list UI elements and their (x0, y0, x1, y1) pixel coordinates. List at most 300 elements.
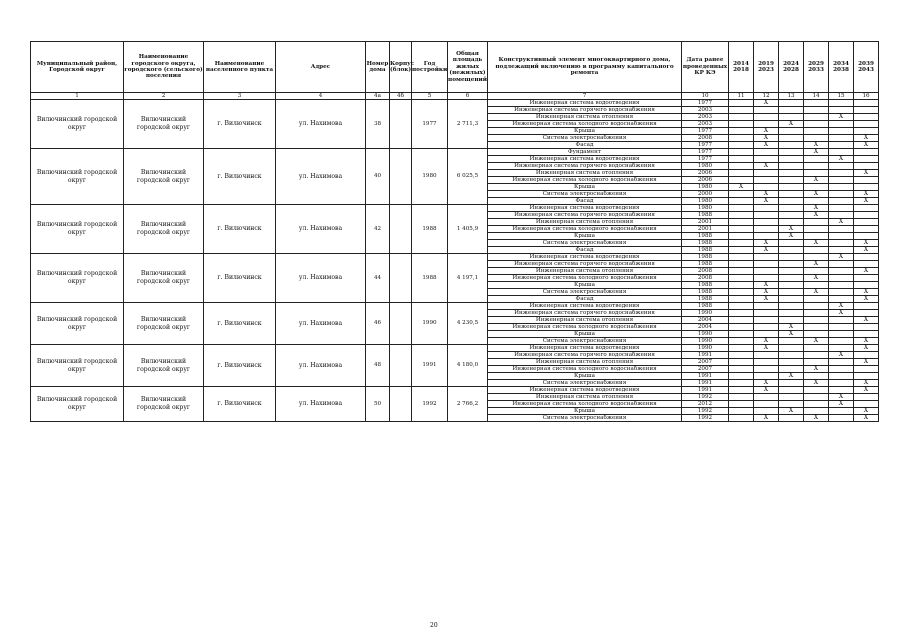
header-structural-element: Конструктивный элемент многоквартирного дома, подлежащий включению в программу капитального ремонта (488, 42, 682, 93)
period-mark-cell (829, 415, 854, 422)
period-mark-cell (854, 275, 879, 282)
period-mark-cell: X (804, 177, 829, 184)
previous-repair-date-cell: 1990 (682, 331, 729, 338)
period-mark-cell (779, 359, 804, 366)
period-mark-cell (779, 142, 804, 149)
repair-program-table (30, 41, 879, 422)
header-korpus: Корпус (блок) (390, 42, 412, 93)
previous-repair-date-cell: 1990 (682, 338, 729, 345)
header-period-2034-2038: 2034 2038 (829, 42, 854, 93)
previous-repair-date-cell: 1988 (682, 233, 729, 240)
period-mark-cell: X (854, 359, 879, 366)
period-mark-cell: X (754, 100, 779, 107)
structural-element-cell: Инженерная система водоотведения (488, 100, 682, 107)
table-row (31, 100, 879, 107)
period-mark-cell: X (779, 121, 804, 128)
period-mark-cell: X (854, 247, 879, 254)
structural-element-cell: Система электроснабжения (488, 338, 682, 345)
address-cell: ул. Нахимова (276, 205, 366, 254)
build-year-cell: 1988 (412, 254, 448, 303)
period-mark-cell (754, 303, 779, 310)
period-mark-cell (779, 296, 804, 303)
structural-element-cell: Инженерная система холодного водоснабжения (488, 366, 682, 373)
previous-repair-date-cell: 2003 (682, 121, 729, 128)
period-mark-cell (729, 268, 754, 275)
previous-repair-date-cell: 1992 (682, 394, 729, 401)
period-mark-cell: X (754, 387, 779, 394)
previous-repair-date-cell: 2004 (682, 317, 729, 324)
period-mark-cell (829, 282, 854, 289)
settlement-cell: Вилючинский городской округ (124, 100, 204, 149)
previous-repair-date-cell: 2001 (682, 219, 729, 226)
header-previous-repair-date: Дата ранее проведенных КР КЭ (682, 42, 729, 93)
structural-element-cell: Инженерная система отопления (488, 114, 682, 121)
period-mark-cell (779, 191, 804, 198)
period-mark-cell: X (754, 247, 779, 254)
period-mark-cell (804, 352, 829, 359)
period-mark-cell (829, 289, 854, 296)
previous-repair-date-cell: 2006 (682, 170, 729, 177)
period-mark-cell (854, 226, 879, 233)
address-cell: ул. Нахимова (276, 254, 366, 303)
structural-element-cell: Фундамент (488, 149, 682, 156)
structural-element-cell: Инженерная система водоотведения (488, 387, 682, 394)
address-cell: ул. Нахимова (276, 149, 366, 205)
column-number: 14 (804, 93, 829, 100)
period-mark-cell: X (854, 170, 879, 177)
period-mark-cell (779, 247, 804, 254)
period-mark-cell (729, 415, 754, 422)
structural-element-cell: Крыша (488, 128, 682, 135)
period-mark-cell (779, 275, 804, 282)
previous-repair-date-cell: 1977 (682, 142, 729, 149)
period-mark-cell (729, 205, 754, 212)
period-mark-cell (754, 205, 779, 212)
period-mark-cell (854, 121, 879, 128)
period-mark-cell (829, 331, 854, 338)
period-mark-cell (729, 366, 754, 373)
period-mark-cell: X (829, 310, 854, 317)
period-mark-cell: X (804, 149, 829, 156)
previous-repair-date-cell: 1990 (682, 310, 729, 317)
column-number: 5 (412, 93, 448, 100)
previous-repair-date-cell: 1988 (682, 240, 729, 247)
address-cell: ул. Нахимова (276, 100, 366, 149)
period-mark-cell (729, 156, 754, 163)
period-mark-cell (804, 114, 829, 121)
previous-repair-date-cell: 1977 (682, 149, 729, 156)
period-mark-cell: X (804, 366, 829, 373)
table-row (31, 387, 879, 394)
structural-element-cell: Фасад (488, 142, 682, 149)
period-mark-cell (729, 212, 754, 219)
header-build-year: Год постройки (412, 42, 448, 93)
structural-element-cell: Система электроснабжения (488, 380, 682, 387)
municipal-district-cell: Вилючинский городской округ (31, 205, 124, 254)
period-mark-cell (729, 114, 754, 121)
house-number-cell: 48 (366, 345, 390, 387)
period-mark-cell (829, 240, 854, 247)
period-mark-cell (729, 296, 754, 303)
period-mark-cell: X (729, 184, 754, 191)
period-mark-cell (754, 219, 779, 226)
period-mark-cell (854, 114, 879, 121)
total-area-cell: 4 197,1 (448, 254, 488, 303)
period-mark-cell (804, 226, 829, 233)
period-mark-cell (829, 373, 854, 380)
previous-repair-date-cell: 1980 (682, 205, 729, 212)
period-mark-cell (804, 100, 829, 107)
period-mark-cell (729, 107, 754, 114)
previous-repair-date-cell: 1988 (682, 212, 729, 219)
header-period-2014-2018: 2014 2018 (729, 42, 754, 93)
house-number-cell: 46 (366, 303, 390, 345)
previous-repair-date-cell: 2007 (682, 359, 729, 366)
structural-element-cell: Инженерная система горячего водоснабжения (488, 163, 682, 170)
municipal-district-cell: Вилючинский городской округ (31, 345, 124, 387)
column-number: 12 (754, 93, 779, 100)
period-mark-cell (779, 338, 804, 345)
period-mark-cell (804, 296, 829, 303)
structural-element-cell: Инженерная система отопления (488, 219, 682, 226)
period-mark-cell (729, 310, 754, 317)
header-settlement: Наименование городского округа, городского (сельского) поселения (124, 42, 204, 93)
period-mark-cell (729, 191, 754, 198)
period-mark-cell (729, 226, 754, 233)
build-year-cell: 1990 (412, 303, 448, 345)
period-mark-cell (779, 100, 804, 107)
period-mark-cell (854, 156, 879, 163)
settlement-cell: Вилючинский городской округ (124, 345, 204, 387)
period-mark-cell (804, 303, 829, 310)
table-row (31, 254, 879, 261)
structural-element-cell: Инженерная система водоотведения (488, 205, 682, 212)
period-mark-cell (779, 184, 804, 191)
period-mark-cell (829, 408, 854, 415)
period-mark-cell (779, 198, 804, 205)
period-mark-cell: X (754, 198, 779, 205)
period-mark-cell: X (779, 331, 804, 338)
page-number: 20 (430, 622, 438, 629)
period-mark-cell (754, 107, 779, 114)
period-mark-cell (829, 324, 854, 331)
period-mark-cell: X (804, 205, 829, 212)
period-mark-cell (829, 359, 854, 366)
period-mark-cell: X (754, 128, 779, 135)
previous-repair-date-cell: 2012 (682, 401, 729, 408)
period-mark-cell (829, 198, 854, 205)
build-year-cell: 1988 (412, 205, 448, 254)
period-mark-cell (729, 121, 754, 128)
period-mark-cell (854, 254, 879, 261)
build-year-cell: 1977 (412, 100, 448, 149)
period-mark-cell (729, 254, 754, 261)
period-mark-cell: X (754, 191, 779, 198)
previous-repair-date-cell: 2003 (682, 114, 729, 121)
period-mark-cell: X (854, 135, 879, 142)
period-mark-cell (754, 177, 779, 184)
period-mark-cell (779, 205, 804, 212)
table-row (31, 345, 879, 352)
period-mark-cell: X (754, 289, 779, 296)
period-mark-cell (729, 275, 754, 282)
period-mark-cell (854, 107, 879, 114)
period-mark-cell (854, 303, 879, 310)
structural-element-cell: Система электроснабжения (488, 289, 682, 296)
period-mark-cell: X (829, 219, 854, 226)
period-mark-cell (729, 303, 754, 310)
previous-repair-date-cell: 1977 (682, 128, 729, 135)
korpus-cell (390, 149, 412, 205)
period-mark-cell (779, 310, 804, 317)
structural-element-cell: Инженерная система горячего водоснабжения (488, 212, 682, 219)
period-mark-cell (729, 289, 754, 296)
period-mark-cell (729, 100, 754, 107)
structural-element-cell: Инженерная система холодного водоснабжения (488, 275, 682, 282)
locality-cell: г. Вилючинск (204, 100, 276, 149)
period-mark-cell (854, 219, 879, 226)
period-mark-cell: X (804, 380, 829, 387)
column-number: 11 (729, 93, 754, 100)
table-body (31, 100, 879, 422)
period-mark-cell (779, 135, 804, 142)
period-mark-cell (754, 261, 779, 268)
structural-element-cell: Инженерная система водоотведения (488, 156, 682, 163)
settlement-cell: Вилючинский городской округ (124, 149, 204, 205)
total-area-cell: 1 405,9 (448, 205, 488, 254)
period-mark-cell: X (804, 240, 829, 247)
structural-element-cell: Инженерная система горячего водоснабжения (488, 310, 682, 317)
period-mark-cell (729, 317, 754, 324)
period-mark-cell: X (804, 212, 829, 219)
period-mark-cell (729, 387, 754, 394)
period-mark-cell (779, 149, 804, 156)
period-mark-cell (829, 275, 854, 282)
period-mark-cell: X (779, 408, 804, 415)
municipal-district-cell: Вилючинский городской округ (31, 100, 124, 149)
structural-element-cell: Инженерная система холодного водоснабжения (488, 226, 682, 233)
korpus-cell (390, 205, 412, 254)
previous-repair-date-cell: 2003 (682, 107, 729, 114)
period-mark-cell (729, 142, 754, 149)
period-mark-cell (829, 233, 854, 240)
period-mark-cell (729, 338, 754, 345)
previous-repair-date-cell: 1980 (682, 198, 729, 205)
period-mark-cell: X (804, 261, 829, 268)
period-mark-cell (829, 135, 854, 142)
column-number: 6 (448, 93, 488, 100)
period-mark-cell (754, 401, 779, 408)
korpus-cell (390, 387, 412, 422)
period-mark-cell: X (829, 352, 854, 359)
period-mark-cell (754, 359, 779, 366)
period-mark-cell (829, 100, 854, 107)
period-mark-cell (829, 338, 854, 345)
previous-repair-date-cell: 2001 (682, 226, 729, 233)
total-area-cell: 6 025,5 (448, 149, 488, 205)
period-mark-cell (829, 226, 854, 233)
column-number: 1 (31, 93, 124, 100)
previous-repair-date-cell: 1988 (682, 303, 729, 310)
period-mark-cell (729, 240, 754, 247)
period-mark-cell (779, 380, 804, 387)
period-mark-cell (729, 163, 754, 170)
period-mark-cell: X (854, 408, 879, 415)
period-mark-cell (729, 247, 754, 254)
period-mark-cell: X (854, 415, 879, 422)
period-mark-cell (754, 170, 779, 177)
house-number-cell: 38 (366, 100, 390, 149)
table-row (31, 303, 879, 310)
previous-repair-date-cell: 1977 (682, 156, 729, 163)
period-mark-cell: X (854, 317, 879, 324)
previous-repair-date-cell: 1980 (682, 163, 729, 170)
previous-repair-date-cell: 1988 (682, 254, 729, 261)
period-mark-cell: X (854, 268, 879, 275)
period-mark-cell (779, 282, 804, 289)
total-area-cell: 2 711,3 (448, 100, 488, 149)
structural-element-cell: Крыша (488, 331, 682, 338)
period-mark-cell (754, 317, 779, 324)
structural-element-cell: Инженерная система водоотведения (488, 254, 682, 261)
period-mark-cell (829, 142, 854, 149)
column-number-row (31, 93, 879, 100)
period-mark-cell (779, 303, 804, 310)
structural-element-cell: Инженерная система холодного водоснабжения (488, 401, 682, 408)
column-number: 15 (829, 93, 854, 100)
header-address: Адрес (276, 42, 366, 93)
period-mark-cell (854, 366, 879, 373)
period-mark-cell (779, 177, 804, 184)
total-area-cell: 4 230,5 (448, 303, 488, 345)
municipal-district-cell: Вилючинский городской округ (31, 149, 124, 205)
period-mark-cell (804, 156, 829, 163)
structural-element-cell: Инженерная система отопления (488, 359, 682, 366)
period-mark-cell: X (754, 380, 779, 387)
period-mark-cell (829, 177, 854, 184)
period-mark-cell: X (854, 289, 879, 296)
locality-cell: г. Вилючинск (204, 254, 276, 303)
header-period-2024-2028: 2024 2028 (779, 42, 804, 93)
period-mark-cell (729, 198, 754, 205)
period-mark-cell (754, 268, 779, 275)
period-mark-cell: X (854, 296, 879, 303)
structural-element-cell: Крыша (488, 408, 682, 415)
period-mark-cell: X (829, 114, 854, 121)
house-number-cell: 44 (366, 254, 390, 303)
korpus-cell (390, 345, 412, 387)
period-mark-cell (854, 100, 879, 107)
header-locality: Наименование населенного пункта (204, 42, 276, 93)
period-mark-cell: X (854, 240, 879, 247)
period-mark-cell (829, 191, 854, 198)
table-row (31, 149, 879, 156)
period-mark-cell (754, 324, 779, 331)
period-mark-cell (729, 233, 754, 240)
structural-element-cell: Фасад (488, 296, 682, 303)
period-mark-cell (729, 380, 754, 387)
previous-repair-date-cell: 2006 (682, 177, 729, 184)
period-mark-cell (779, 415, 804, 422)
period-mark-cell (854, 324, 879, 331)
previous-repair-date-cell: 1988 (682, 282, 729, 289)
period-mark-cell: X (804, 191, 829, 198)
previous-repair-date-cell: 1991 (682, 387, 729, 394)
period-mark-cell (779, 352, 804, 359)
period-mark-cell (779, 212, 804, 219)
period-mark-cell: X (804, 142, 829, 149)
settlement-cell: Вилючинский городской округ (124, 254, 204, 303)
period-mark-cell (804, 163, 829, 170)
column-number: 13 (779, 93, 804, 100)
period-mark-cell (829, 261, 854, 268)
structural-element-cell: Инженерная система холодного водоснабжения (488, 324, 682, 331)
period-mark-cell (829, 205, 854, 212)
structural-element-cell: Крыша (488, 184, 682, 191)
address-cell: ул. Нахимова (276, 303, 366, 345)
structural-element-cell: Система электроснабжения (488, 415, 682, 422)
previous-repair-date-cell: 1991 (682, 373, 729, 380)
previous-repair-date-cell: 1992 (682, 408, 729, 415)
period-mark-cell (729, 282, 754, 289)
address-cell: ул. Нахимова (276, 345, 366, 387)
period-mark-cell (779, 156, 804, 163)
period-mark-cell (729, 345, 754, 352)
period-mark-cell: X (754, 135, 779, 142)
period-mark-cell: X (754, 415, 779, 422)
period-mark-cell (829, 317, 854, 324)
period-mark-cell (779, 254, 804, 261)
period-mark-cell (779, 268, 804, 275)
period-mark-cell: X (804, 338, 829, 345)
structural-element-cell: Фасад (488, 247, 682, 254)
period-mark-cell (729, 149, 754, 156)
period-mark-cell (804, 107, 829, 114)
total-area-cell: 4 180,0 (448, 345, 488, 387)
locality-cell: г. Вилючинск (204, 303, 276, 345)
period-mark-cell (729, 261, 754, 268)
table-row (31, 205, 879, 212)
header-total-area: Общая площадь жилых (нежилых) помещений (448, 42, 488, 93)
structural-element-cell: Фасад (488, 198, 682, 205)
previous-repair-date-cell: 1988 (682, 289, 729, 296)
previous-repair-date-cell: 1988 (682, 247, 729, 254)
previous-repair-date-cell: 1988 (682, 296, 729, 303)
previous-repair-date-cell: 1991 (682, 352, 729, 359)
period-mark-cell (804, 387, 829, 394)
korpus-cell (390, 254, 412, 303)
previous-repair-date-cell: 1988 (682, 261, 729, 268)
period-mark-cell (779, 170, 804, 177)
period-mark-cell (829, 128, 854, 135)
period-mark-cell (779, 387, 804, 394)
municipal-district-cell: Вилючинский городской округ (31, 387, 124, 422)
settlement-cell: Вилючинский городской округ (124, 303, 204, 345)
previous-repair-date-cell: 2007 (682, 366, 729, 373)
column-number: 4 (276, 93, 366, 100)
header-period-2039-2043: 2039 2043 (854, 42, 879, 93)
period-mark-cell: X (754, 296, 779, 303)
period-mark-cell (729, 394, 754, 401)
period-mark-cell: X (779, 373, 804, 380)
period-mark-cell (829, 268, 854, 275)
previous-repair-date-cell: 1992 (682, 415, 729, 422)
period-mark-cell: X (829, 394, 854, 401)
previous-repair-date-cell: 2004 (682, 324, 729, 331)
previous-repair-date-cell: 2008 (682, 275, 729, 282)
settlement-cell: Вилючинский городской округ (124, 387, 204, 422)
settlement-cell: Вилючинский городской округ (124, 205, 204, 254)
